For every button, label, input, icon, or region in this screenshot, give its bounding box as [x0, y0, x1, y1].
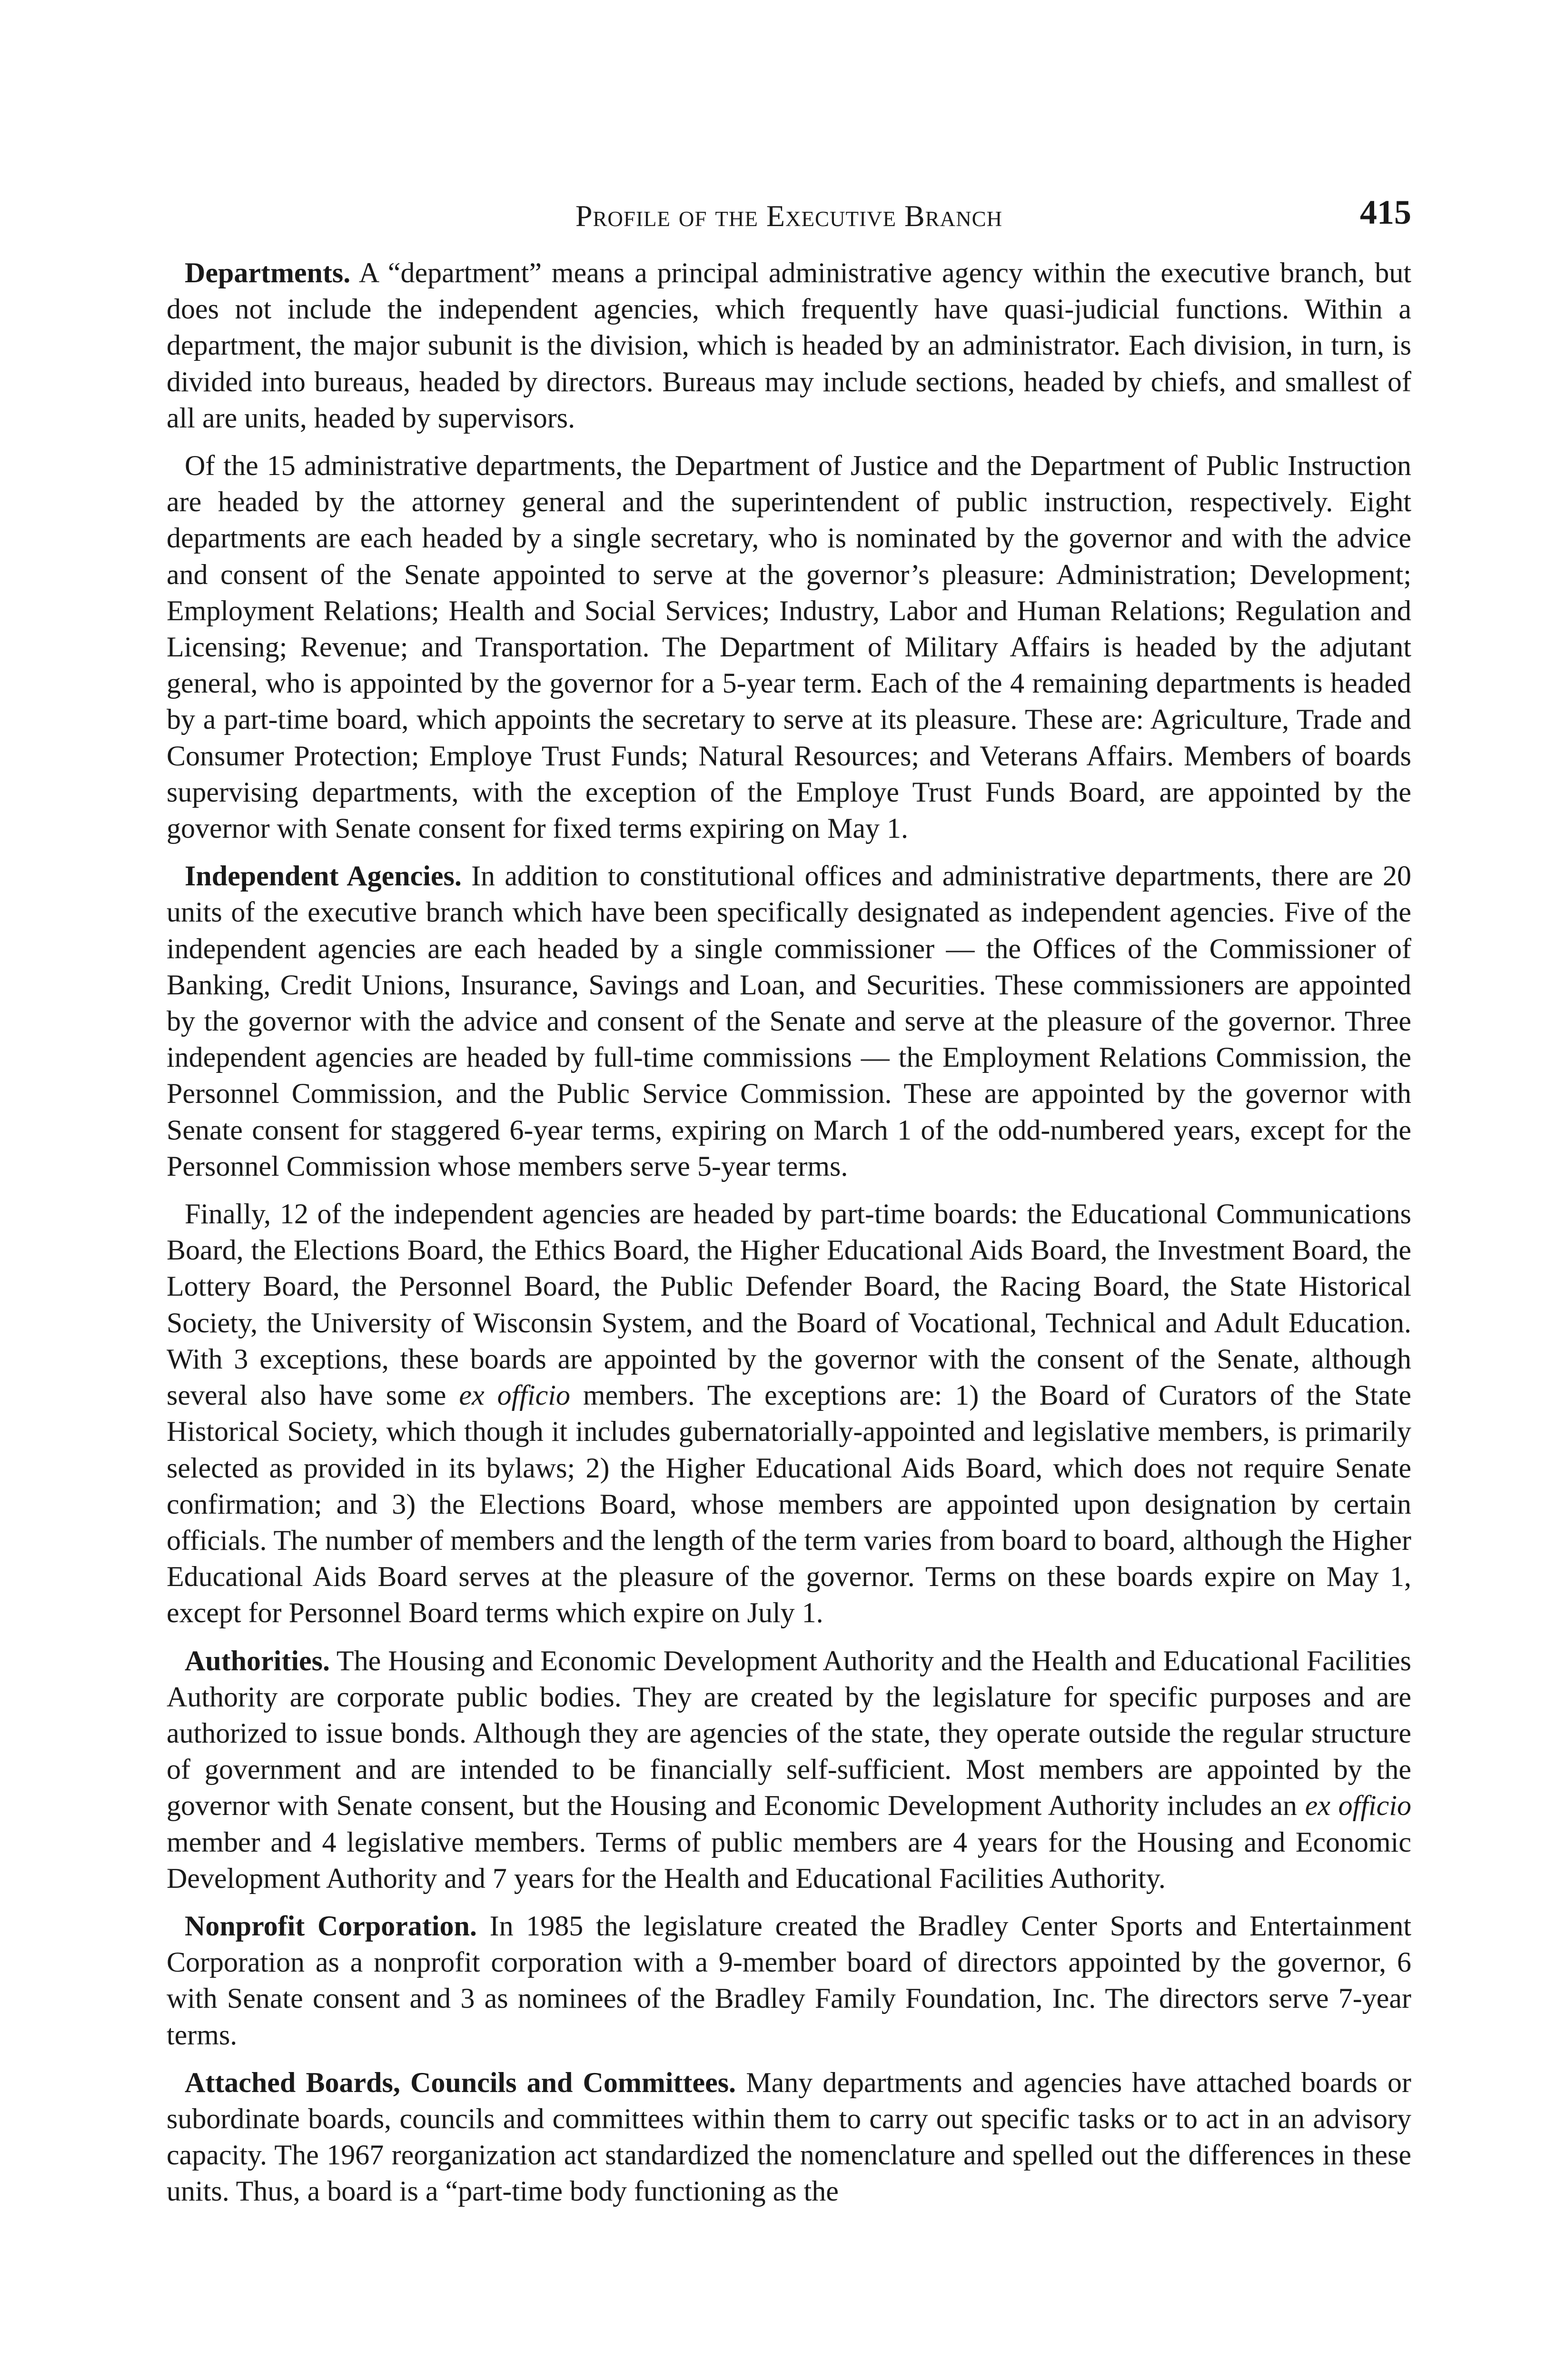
paragraph-independent-agencies	[167, 858, 1411, 1184]
running-title: Profile of the Executive Branch	[575, 199, 1003, 233]
italic-term: ex officio	[459, 1379, 570, 1411]
paragraph-text: Finally, 12 of the independent agencies are headed by part-time boards: the Educational Communications Board, the Elections Board, the Ethics Board, the Higher Educational Aids Board, the Investment Board, the Lottery Board, the Personnel Board, the Public Defender Board, the Racing Board, the State Historical Society, the University of Wisconsin System, and the Board of Vocational, Technical and Adult Education. With 3 exceptions, these boards are appointed by the governor with the consent of the Senate, although several also have some	[167, 1198, 1411, 1411]
paragraph-part-time-boards	[167, 1196, 1411, 1631]
paragraph-text: In 1985 the legislature created the Bradley Center Sports and Entertainment Corporation as a nonprofit corporation with a 9-member board of directors appointed by the governor, 6 with Senate consent and 3 as nominees of the Bradley Family Foundation, Inc. The directors serve 7-year terms.	[167, 1910, 1411, 2051]
paragraph-departments-list	[167, 447, 1411, 846]
italic-term: ex officio	[1305, 1790, 1411, 1822]
section-heading-nonprofit-corporation: Nonprofit Corporation.	[185, 1910, 477, 1942]
section-heading-independent-agencies: Independent Agencies.	[185, 860, 462, 892]
page-number: 415	[1360, 193, 1411, 231]
paragraph-authorities	[167, 1643, 1411, 1896]
paragraph-text: A “department” means a principal administrative agency within the executive branch, but does not include the independent agencies, which frequently have quasi-judicial functions. Within a department, the major subunit is the division, which is headed by an administrator. Each division, in turn, is divided into bureaus, headed by directors. Bureaus may include sections, headed by chiefs, and smallest of all are units, headed by supervisors.	[167, 257, 1411, 434]
section-heading-authorities: Authorities.	[185, 1645, 330, 1676]
running-header	[167, 193, 1411, 236]
paragraph-text: Of the 15 administrative departments, the Department of Justice and the Department of Public Instruction are headed by the attorney general and the superintendent of public instruction, respectively. Eight departments are each headed by a single secretary, who is nominated by the governor and with the advice and consent of the Senate appointed to serve at the governor’s pleasure: Administration; Development; Employment Relations; Health and Social Services; Industry, Labor and Human Relations; Regulation and Licensing; Revenue; and Transportation. The Department of Military Affairs is headed by the adjutant general, who is appointed by the governor for a 5-year term. Each of the 4 remaining departments is headed by a part-time board, which appoints the secretary to serve at its pleasure. These are: Agriculture, Trade and Consumer Protection; Employe Trust Funds; Natural Resources; and Veterans Affairs. Members of boards supervising departments, with the exception of the Employe Trust Funds Board, are appointed by the governor with Senate consent for fixed terms expiring on May 1.	[167, 450, 1411, 844]
section-heading-attached-boards: Attached Boards, Councils and Committees.	[185, 2066, 736, 2098]
paragraph-nonprofit-corporation	[167, 1908, 1411, 2053]
paragraph-text: In addition to constitutional offices and administrative departments, there are 20 units of the executive branch which have been specifically designated as independent agencies. Five of the independent agencies are each headed by a single commissioner — the Offices of the Commissioner of Banking, Credit Unions, Insurance, Savings and Loan, and Securities. These commissioners are appointed by the governor with the advice and consent of the Senate and serve at the pleasure of the governor. Three independent agencies are headed by full-time commissions — the Employment Relations Commission, the Personnel Commission, and the Public Service Commission. These are appointed by the governor with Senate consent for staggered 6-year terms, expiring on March 1 of the odd-numbered years, except for the Personnel Commission whose members serve 5-year terms.	[167, 860, 1411, 1182]
paragraph-text: The Housing and Economic Development Authority and the Health and Educational Facilities Authority are corporate public bodies. They are created by the legislature for specific purposes and are authorized to issue bonds. Although they are agencies of the state, they operate outside the regular structure of government and are intended to be financially self-sufficient. Most members are appointed by the governor with Senate consent, but the Housing and Economic Development Authority includes an	[167, 1645, 1411, 1822]
paragraph-text: members. The exceptions are: 1) the Board of Curators of the State Historical Society, which though it includes gubernatorially-appointed and legislative members, is primarily selected as provided in its bylaws; 2) the Higher Educational Aids Board, which does not require Senate confirmation; and 3) the Elections Board, whose members are appointed upon designation by certain officials. The number of members and the length of the term varies from board to board, although the Higher Educational Aids Board serves at the pleasure of the governor. Terms on these boards expire on May 1, except for Personnel Board terms which expire on July 1.	[167, 1379, 1411, 1629]
section-heading-departments: Departments.	[185, 257, 351, 288]
document-page	[167, 193, 1411, 2210]
paragraph-attached-boards	[167, 2064, 1411, 2210]
paragraph-text: member and 4 legislative members. Terms of public members are 4 years for the Housing and Economic Development Authority and 7 years for the Health and Educational Facilities Authority.	[167, 1826, 1411, 1894]
paragraph-text: Many departments and agencies have attached boards or subordinate boards, councils and committees within them to carry out specific tasks or to act in an advisory capacity. The 1967 reorganization act standardized the nomenclature and spelled out the differences in these units. Thus, a board is a “part-time body functioning as the	[167, 2066, 1411, 2207]
paragraph-departments-intro	[167, 255, 1411, 436]
